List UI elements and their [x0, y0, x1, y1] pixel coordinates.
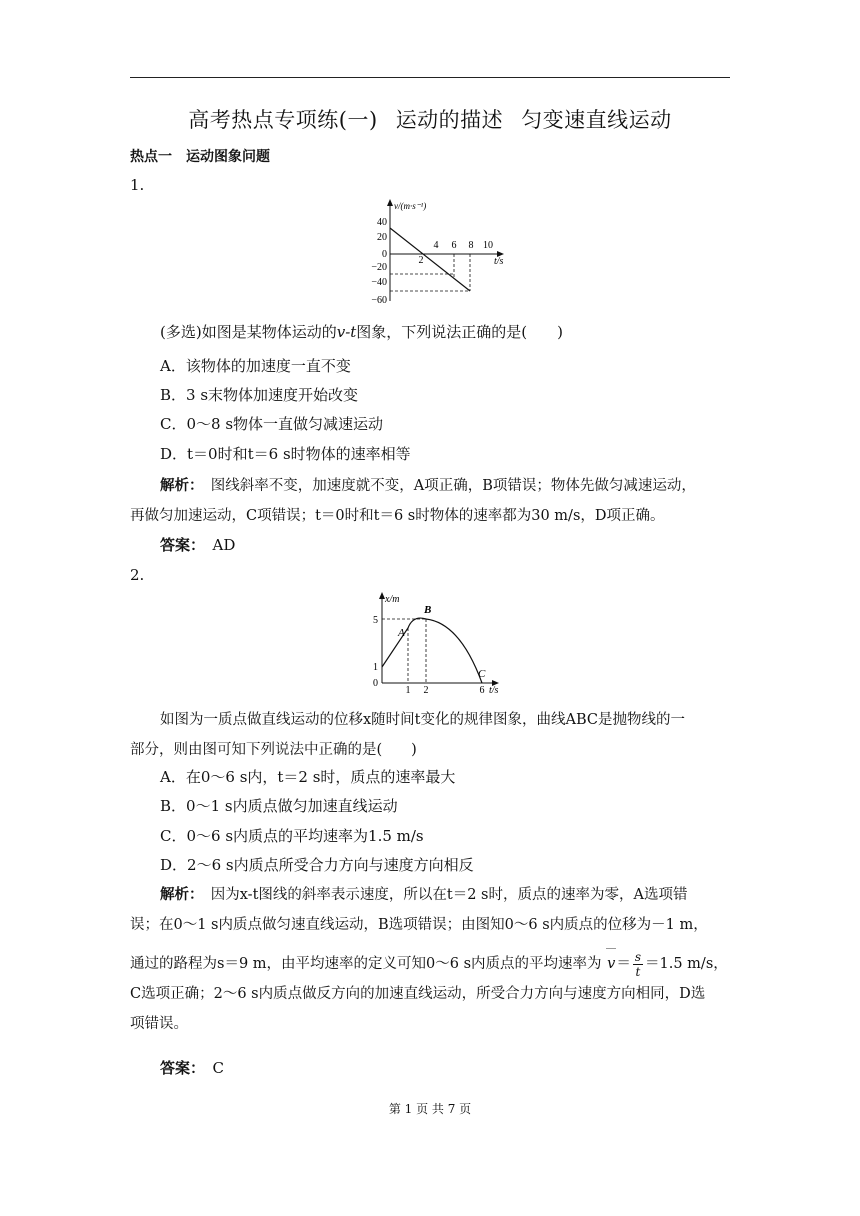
q2-option-d: D．2～6 s内质点所受合力方向与速度方向相反	[160, 856, 474, 874]
q2-ytick-0: 0	[373, 678, 378, 689]
q1-stem-prefix: (多选)如图是某物体运动的	[160, 323, 337, 341]
q2-formula-fraction	[633, 950, 643, 979]
q1-xtick-4: 4	[433, 240, 439, 251]
q2-stem-line1: 如图为一质点做直线运动的位移x随时间t变化的规律图象，曲线ABC是抛物线的一	[160, 712, 685, 728]
q2-xtick-2: 2	[423, 685, 429, 696]
q1-ytick-20: 20	[377, 232, 387, 243]
q1-xtick-2: 2	[418, 255, 424, 266]
q1-answer-value: AD	[212, 536, 236, 554]
q1-stem-suffix: 图象，下列说法正确的是( )	[356, 323, 564, 341]
q1-number: 1.	[130, 176, 145, 194]
q2-analysis-line1: 因为x-t图线的斜率表示速度，所以在t＝2 s时，质点的速率为零，A选项错	[210, 887, 688, 903]
q2-answer-value: C	[212, 1059, 225, 1077]
section-heading: 热点一 运动图象问题	[130, 149, 270, 165]
title-part2: 运动的描述	[395, 108, 504, 132]
q1-xtick-8: 8	[468, 240, 474, 251]
q1-velocity-line	[390, 228, 470, 291]
q1-ytick-neg60: −60	[371, 295, 387, 306]
q2-formula-eq: ＝	[616, 956, 631, 972]
q1-ytick-neg20: −20	[371, 262, 387, 273]
q2-xt-graph	[365, 589, 515, 697]
q2-analysis-line3-prefix: 通过的路程为s＝9 m，由平均速率的定义可知0～6 s内质点的平均速率为	[130, 956, 602, 972]
q1-ytick-40: 40	[377, 217, 387, 228]
q2-xtick-1: 1	[405, 685, 411, 696]
q1-xtick-10: 10	[483, 240, 493, 251]
q2-formula-result: ＝1.5 m/s，	[645, 956, 728, 972]
q2-point-c: C	[478, 668, 486, 680]
title-part3: 匀变速直线运动	[521, 108, 672, 132]
q2-y-axis-label: x/m	[385, 594, 400, 605]
q2-analysis-line3	[130, 948, 730, 979]
q1-y-arrow	[387, 199, 393, 206]
q1-xtick-6: 6	[451, 240, 457, 251]
q1-stem-vt: v-t	[336, 323, 357, 341]
q2-stem-line2: 部分，则由图可知下列说法中正确的是( )	[130, 742, 417, 758]
q2-point-b: B	[424, 604, 432, 616]
q2-option-c: C．0～6 s内质点的平均速率为1.5 m/s	[160, 827, 424, 845]
q1-y-axis-label: v/(m·s⁻¹)	[394, 201, 427, 211]
q2-number: 2.	[130, 566, 145, 584]
q2-analysis-label: 解析：	[160, 886, 197, 903]
q2-stem	[130, 705, 730, 765]
q2-ytick-1: 1	[373, 662, 378, 673]
q2-option-a: A．在0～6 s内，t＝2 s时，质点的速率最大	[160, 768, 456, 786]
page-footer: 第 1 页 共 7 页	[388, 1102, 472, 1116]
q2-position-curve	[382, 618, 482, 683]
q1-answer	[160, 535, 730, 555]
q1-vt-graph	[360, 196, 520, 308]
q1-analysis-line2: 再做匀加速运动，C项错误；t＝0时和t＝6 s时物体的速率都为30 m/s，D项正确。	[130, 508, 665, 524]
q2-analysis-line4: C选项正确；2～6 s内质点做反方向的加速直线运动，所受合力方向与速度方向相同，D选	[130, 986, 706, 1002]
q1-x-axis-label: t/s	[494, 256, 504, 267]
q2-analysis-line2: 误；在0～1 s内质点做匀速直线运动，B选项错误；由图知0～6 s内质点的位移为－1 m，	[130, 917, 708, 933]
q1-option-b: B．3 s末物体加速度开始改变	[160, 386, 359, 404]
q2-answer	[160, 1058, 730, 1078]
title-part1: 高考热点专项练(一)	[188, 108, 378, 132]
q2-formula-v: v	[606, 948, 616, 979]
q1-ytick-0: 0	[382, 249, 387, 260]
q1-option-d: D．t＝0时和t＝6 s时物体的速率相等	[160, 445, 411, 463]
q2-analysis-line5: 项错误。	[130, 1016, 188, 1032]
q2-formula-den: t	[635, 964, 641, 979]
q2-ytick-5: 5	[373, 615, 378, 626]
q2-option-b: B．0～1 s内质点做匀加速直线运动	[160, 797, 398, 815]
q2-answer-label: 答案：	[160, 1059, 198, 1077]
page-title	[130, 104, 730, 134]
q1-ytick-neg40: −40	[371, 277, 387, 288]
q2-x-axis-label: t/s	[489, 685, 499, 696]
q1-analysis-line1: 图线斜率不变，加速度就不变，A项正确，B项错误；物体先做匀减速运动，	[210, 478, 696, 494]
q1-option-c: C．0～8 s物体一直做匀减速运动	[160, 415, 384, 433]
q1-option-a: A．该物体的加速度一直不变	[160, 357, 351, 375]
q1-answer-label: 答案：	[160, 536, 198, 554]
header-rule	[130, 77, 730, 78]
q2-formula-num: s	[634, 949, 642, 964]
q2-point-a: A	[398, 627, 405, 639]
q1-stem	[160, 322, 730, 342]
q2-xtick-6: 6	[479, 685, 485, 696]
q1-analysis-label: 解析：	[160, 477, 197, 494]
q1-analysis	[130, 471, 730, 531]
q2-analysis	[130, 880, 730, 1039]
